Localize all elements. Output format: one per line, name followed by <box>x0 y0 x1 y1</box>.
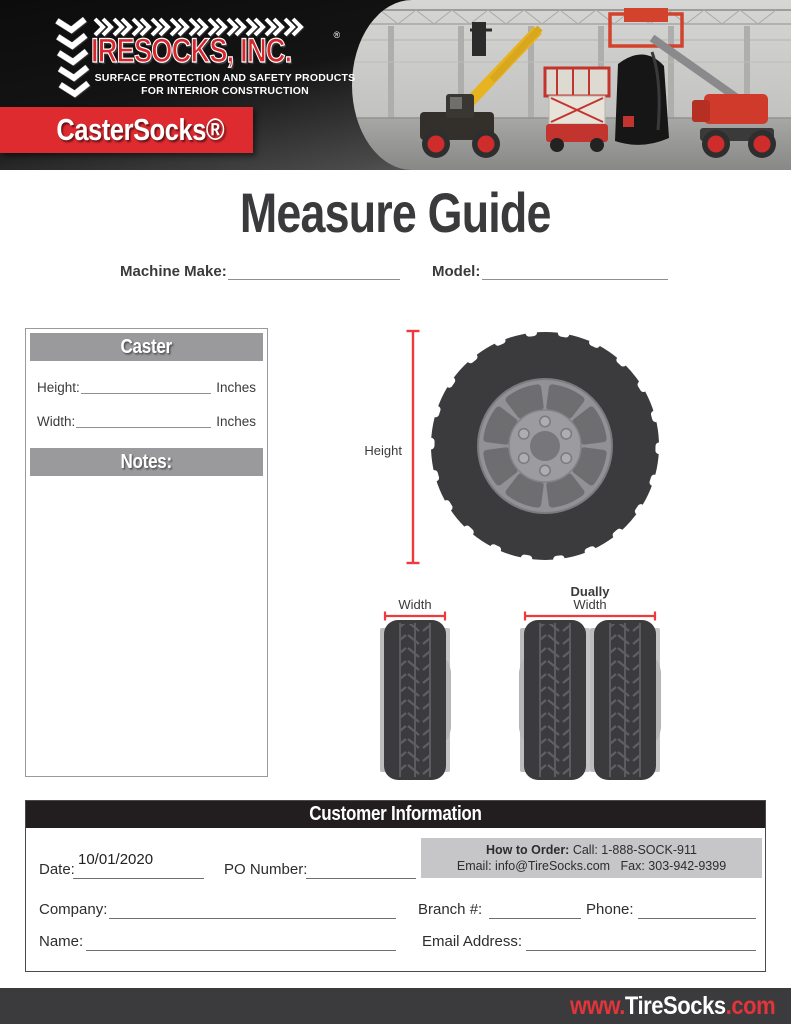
phone-field[interactable] <box>638 897 756 919</box>
caster-height-label: Height: <box>37 380 80 395</box>
po-number-label: PO Number: <box>224 861 308 878</box>
brand-tagline-2: FOR INTERIOR CONSTRUCTION <box>141 85 309 97</box>
name-field[interactable] <box>86 929 396 951</box>
tire-front-icon <box>428 329 662 563</box>
date-field-line[interactable] <box>73 857 204 879</box>
customer-information-header: Customer Information <box>26 801 765 828</box>
width-dimension-label: Width <box>398 597 432 612</box>
website-url: www.TireSocks.com <box>569 991 775 1020</box>
caster-width-field[interactable] <box>76 412 211 428</box>
customer-information-box <box>25 800 766 972</box>
dually-dimension-label-line1: Dually <box>570 584 610 599</box>
brand-name: IRESOCKS, INC. ® <box>91 30 341 70</box>
caster-height-field-row <box>26 378 267 395</box>
registered-mark: ® <box>333 30 341 40</box>
tire-tread-single-icon <box>379 620 451 780</box>
tiresocks-logo <box>55 12 356 107</box>
phone-label: Phone: <box>586 901 634 918</box>
date-field[interactable]: 10/01/2020 <box>78 851 154 868</box>
branch-field[interactable] <box>489 897 581 919</box>
caster-height-unit: Inches <box>216 380 256 395</box>
machine-make-label: Machine Make: <box>120 263 227 280</box>
caster-width-label: Width: <box>37 414 76 429</box>
castersocks-banner <box>0 107 253 153</box>
caster-box-header: Caster <box>30 333 263 361</box>
dually-dimension-label-line2: Width <box>573 597 607 612</box>
notes-field[interactable] <box>26 476 267 766</box>
caster-height-field[interactable] <box>81 378 211 394</box>
notes-header: Notes: <box>30 448 263 476</box>
po-number-field[interactable] <box>306 857 416 879</box>
brand-tagline-1: SURFACE PROTECTION AND SAFETY PRODUCTS <box>94 72 356 84</box>
company-label: Company: <box>39 901 108 918</box>
model-label: Model: <box>432 263 481 280</box>
height-dimension-label: Height <box>364 443 402 458</box>
branch-label: Branch #: <box>418 901 483 918</box>
height-arrow-icon <box>405 328 421 566</box>
tire-tread-dually-left-icon <box>519 620 591 780</box>
email-field[interactable] <box>526 929 756 951</box>
model-field[interactable] <box>482 260 668 280</box>
castersocks-banner-label: CasterSocks® <box>56 112 225 147</box>
footer-bar <box>0 988 791 1024</box>
caster-box <box>25 328 268 777</box>
caster-width-unit: Inches <box>216 414 256 429</box>
date-label: Date: <box>39 861 75 878</box>
how-to-order-box <box>421 838 762 878</box>
caster-width-field-row <box>26 412 267 429</box>
company-field[interactable] <box>109 897 396 919</box>
page-header <box>0 0 791 170</box>
how-to-order-line2: Email: info@TireSocks.com Fax: 303-942-9399 <box>456 859 727 873</box>
email-label: Email Address: <box>422 933 523 950</box>
how-to-order-line1: How to Order: Call: 1-888-SOCK-911 <box>486 843 697 857</box>
tire-tread-dually-right-icon <box>589 620 661 780</box>
page-title: Measure Guide <box>240 181 551 244</box>
machine-make-field[interactable] <box>228 260 400 280</box>
warehouse-photo-image <box>352 0 791 170</box>
name-label: Name: <box>39 933 84 950</box>
